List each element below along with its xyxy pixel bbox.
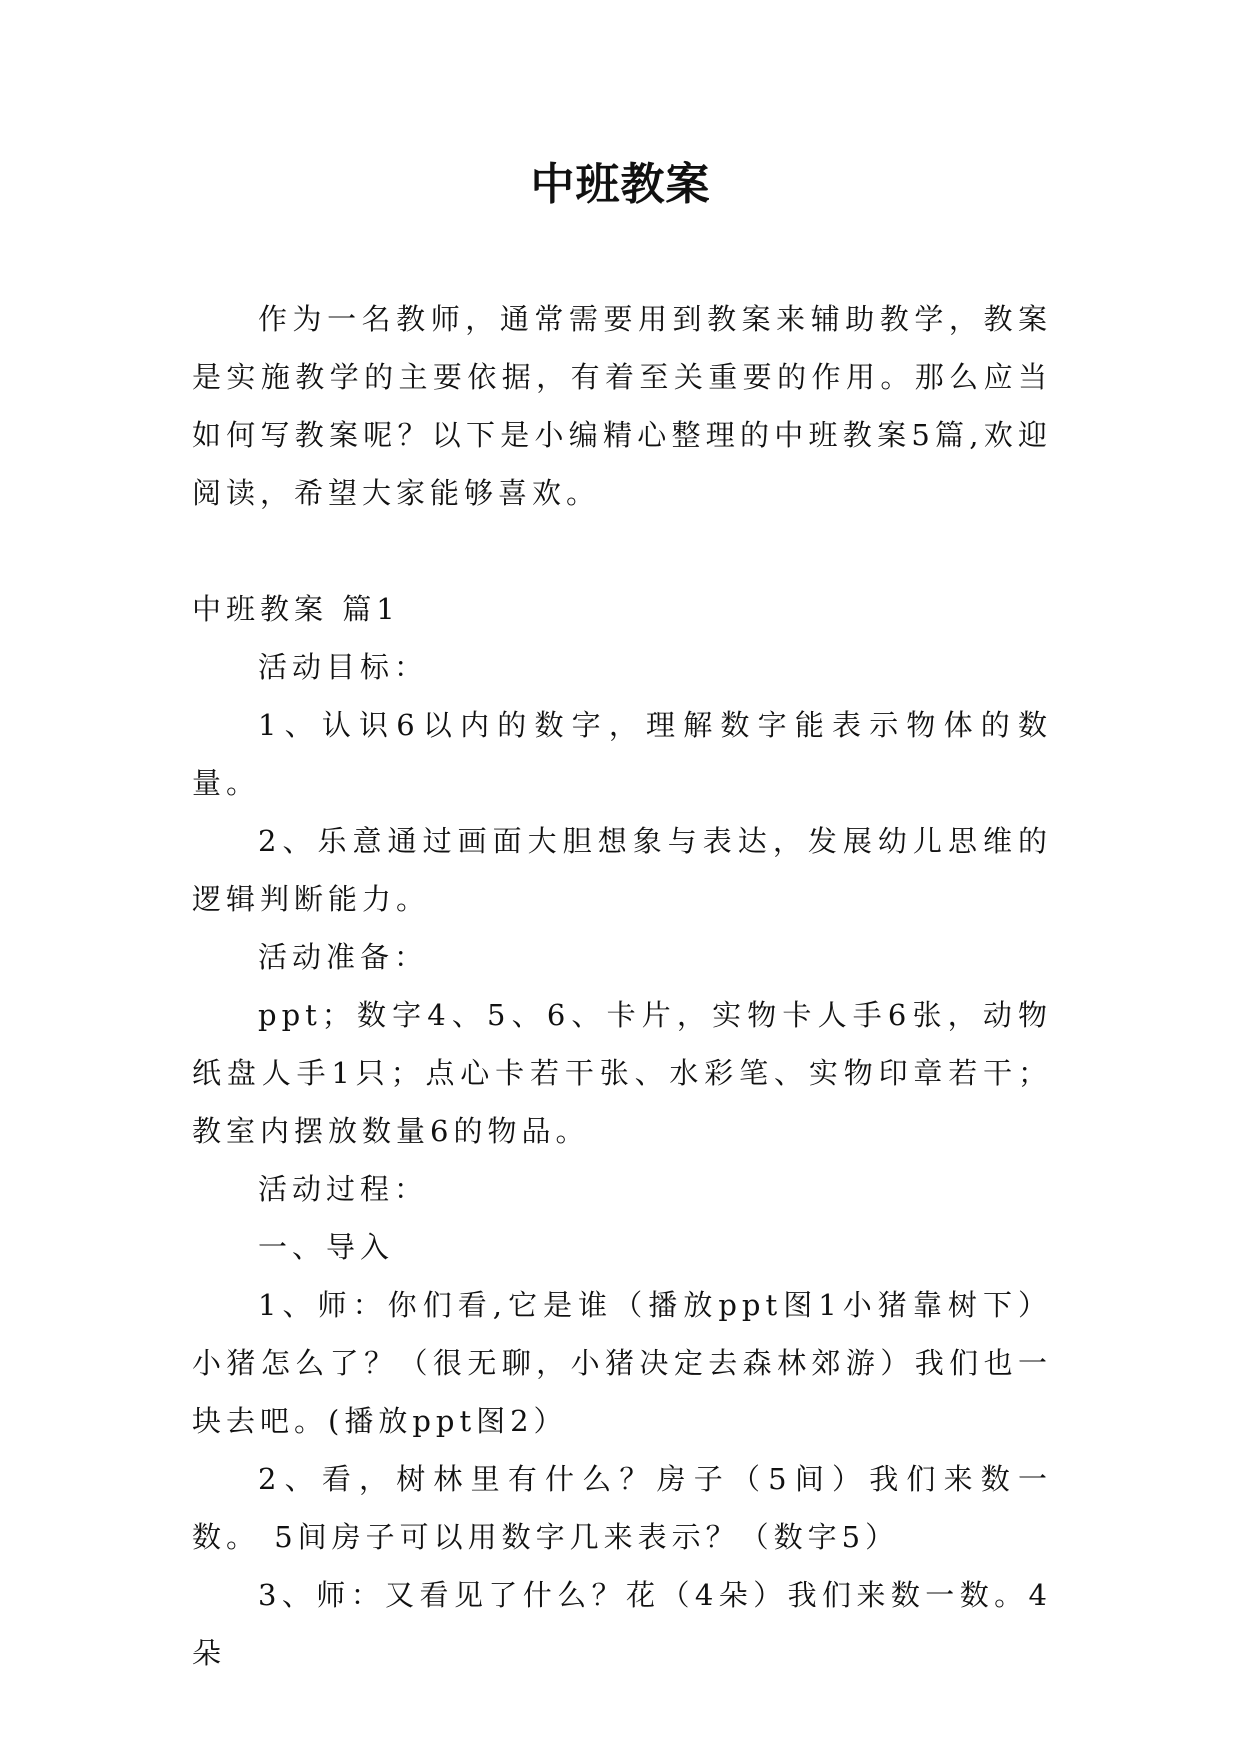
activity-preparation-heading: 活动准备： xyxy=(258,940,429,974)
activity-process-heading: 活动过程： xyxy=(258,1172,429,1206)
process-item-1: 1、师：你们看,它是谁（播放ppt图1小猪靠树下）小猪怎么了？（很无聊，小猪决定去森林郊游）我们也一块去吧。(播放ppt图2） xyxy=(192,1288,1052,1438)
preparation-paragraph: ppt；数字4、5、6、卡片，实物卡人手6张，动物纸盘人手1只；点心卡若干张、水彩笔、实物印章若干；教室内摆放数量6的物品。 xyxy=(192,998,1052,1148)
document-body xyxy=(192,290,1052,1682)
section-spacer xyxy=(192,522,1052,580)
process-step-heading: 一、导入 xyxy=(258,1230,395,1264)
section-title: 中班教案 篇1 xyxy=(192,592,400,626)
process-item-2: 2、看，树林里有什么？房子（5间）我们来数一数。 5间房子可以用数字几来表示？（数字5） xyxy=(192,1462,1052,1554)
goal-item-1: 1、认识6以内的数字，理解数字能表示物体的数量。 xyxy=(192,708,1052,800)
activity-goals-heading: 活动目标： xyxy=(258,650,429,684)
document-title: 中班教案 xyxy=(530,159,711,210)
goal-item-2: 2、乐意通过画面大胆想象与表达，发展幼儿思维的逻辑判断能力。 xyxy=(192,824,1052,916)
intro-paragraph: 作为一名教师，通常需要用到教案来辅助教学，教案是实施教学的主要依据，有着至关重要的作用。那么应当如何写教案呢？以下是小编精心整理的中班教案5篇,欢迎阅读，希望大家能够喜欢。 xyxy=(192,302,1052,510)
process-item-3: 3、师：又看见了什么？花（4朵）我们来数一数。4朵 xyxy=(192,1578,1052,1670)
